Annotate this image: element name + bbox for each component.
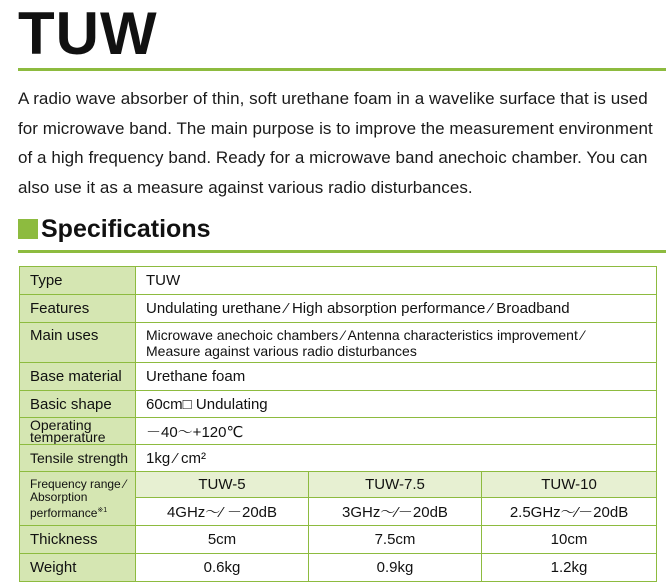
table-row — [20, 323, 656, 363]
frequency-range-label-line-1: Frequency range ⁄ — [30, 476, 127, 491]
intro-paragraph: A radio wave absorber of thin, soft urethane foam in a wavelike surface that is used for microwave band. The main purpose is to improve the measurement environment of a high frequency band. Ready for a microwave band anechoic chamber. You can also use it as a measure against various radio disturbances. — [18, 89, 653, 197]
table-row — [20, 363, 656, 391]
basic-shape-label: Basic shape — [20, 391, 136, 418]
weight-value: 0.6kg — [136, 554, 309, 581]
table-row — [20, 391, 656, 418]
frequency-range-label — [20, 472, 136, 526]
specifications-heading — [18, 214, 211, 244]
base-material-label: Base material — [20, 363, 136, 391]
frequency-range-label-line-3 — [30, 504, 125, 520]
operating-temperature-label-line-1: Operating — [30, 418, 92, 433]
table-row — [20, 472, 656, 498]
weight-value: 0.9kg — [309, 554, 482, 581]
table-row — [20, 418, 656, 445]
thickness-value: 5cm — [136, 526, 309, 554]
specifications-heading-text: Specifications — [41, 214, 211, 243]
weight-value: 1.2kg — [550, 559, 588, 576]
features-value: Undulating urethane ⁄ High absorption performance ⁄ Broadband — [136, 295, 656, 323]
model-header: TUW-5 — [136, 472, 309, 498]
type-value: TUW — [136, 267, 656, 295]
frequency-range-label-line-2: Absorption — [30, 489, 88, 504]
main-uses-label: Main uses — [20, 323, 136, 363]
page-title: TUW — [18, 0, 158, 67]
weight-label: Weight — [20, 554, 136, 581]
thickness-value: 10cm — [482, 526, 656, 554]
main-uses-value — [136, 323, 656, 363]
base-material-value: Urethane foam — [136, 363, 656, 391]
heading-square-icon — [18, 219, 38, 239]
model-header: TUW-7.5 — [309, 472, 482, 498]
thickness-value: 7.5cm — [309, 526, 482, 554]
absorption-value: 2.5GHz～⁄－20dB — [482, 498, 656, 526]
title-divider — [18, 68, 666, 71]
model-header: TUW-10 — [482, 472, 656, 498]
table-row — [20, 526, 656, 554]
main-uses-line-2: Measure against various radio disturbances — [146, 342, 417, 359]
operating-temperature-label — [20, 418, 136, 445]
specifications-divider — [18, 250, 666, 253]
table-row — [20, 445, 656, 472]
features-label: Features — [20, 295, 136, 323]
tensile-strength-value: 1kg ⁄ cm² — [136, 445, 656, 472]
absorption-value: 4GHz～⁄ －20dB — [136, 498, 309, 526]
type-label: Type — [20, 267, 136, 295]
operating-temperature-label-line-2: temperature — [30, 429, 106, 445]
tensile-strength-label: Tensile strength — [20, 445, 136, 472]
table-row — [20, 554, 656, 581]
footnote-marker: ※1 — [97, 506, 108, 514]
thickness-label: Thickness — [20, 526, 136, 554]
basic-shape-value: 60cm□ Undulating — [136, 391, 656, 418]
specifications-table — [19, 266, 657, 582]
table-row — [20, 295, 656, 323]
frequency-range-label-line-3-text: performance — [30, 505, 98, 520]
operating-temperature-value: －40～+120℃ — [136, 418, 656, 445]
main-uses-line-1: Microwave anechoic chambers ⁄ Antenna characteristics improvement ⁄ — [146, 326, 585, 343]
absorption-value: 3GHz～⁄－20dB — [309, 498, 482, 526]
table-row — [20, 267, 656, 295]
